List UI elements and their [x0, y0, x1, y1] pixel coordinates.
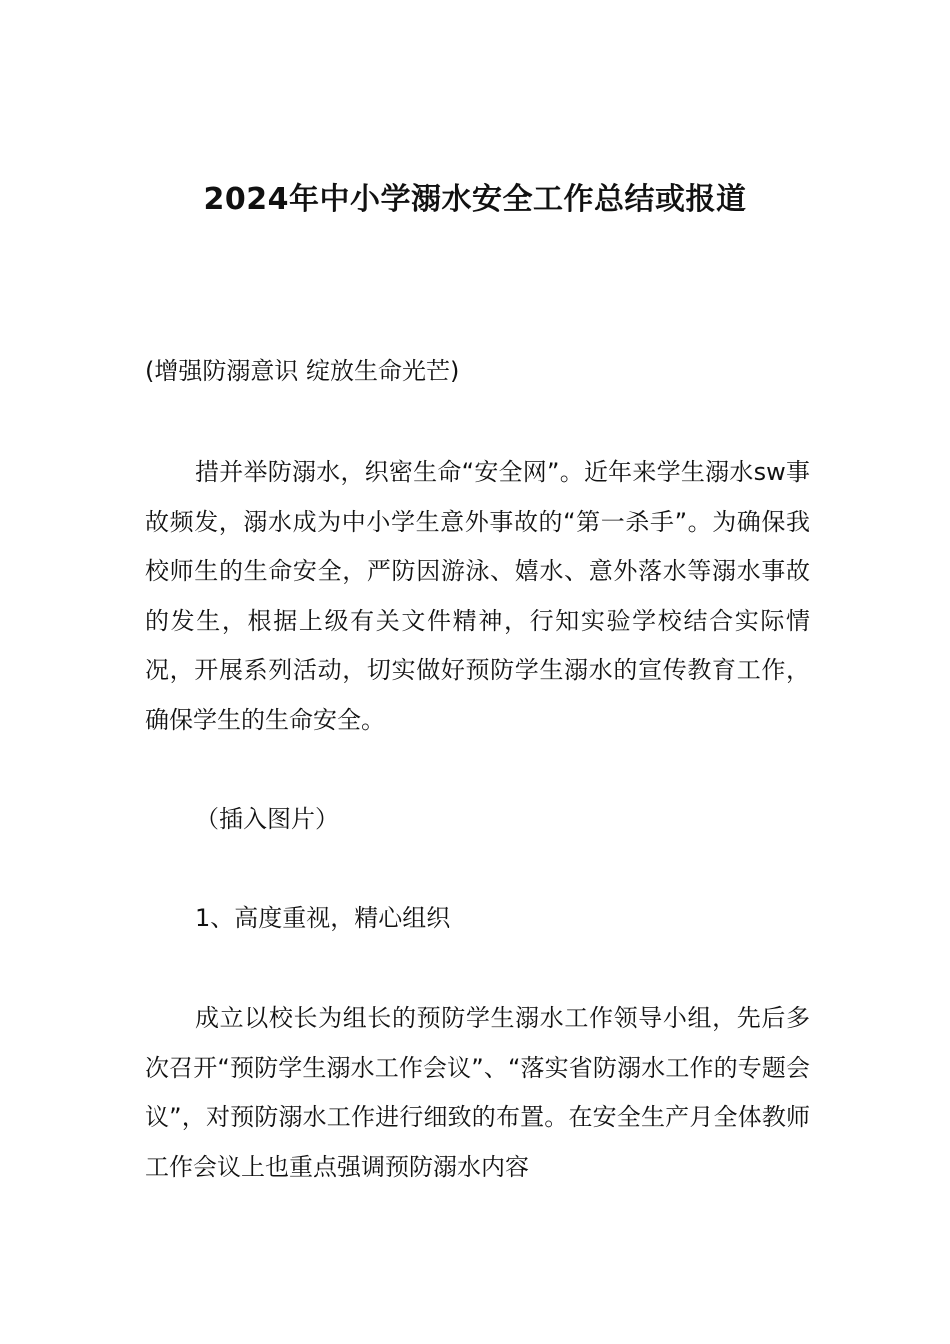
document-title: 2024年中小学溺水安全工作总结或报道 [203, 182, 747, 218]
document-subtitle: (增强防溺意识 绽放生命光芒) [145, 357, 460, 385]
intro-paragraph: 措并举防溺水，织密生命“安全网”。近年来学生溺水sw事故频发，溺水成为中小学生意外事故的“第一杀手”。为确保我校师生的生命安全，严防因游泳、嬉水、意外落水等溺水事故的发生，根据上级有关文件精神，行知实验学校结合实际情况，开展系列活动，切实做好预防学生溺水的宣传教育工作，确保学生的生命安全。 [145, 458, 810, 734]
section-paragraph: 成立以校长为组长的预防学生溺水工作领导小组，先后多次召开“预防学生溺水工作会议”、“落实省防溺水工作的专题会议”，对预防溺水工作进行细致的布置。在安全生产月全体教师工作会议上也重点强调预防溺水内容 [145, 1004, 810, 1181]
section-heading: 1、高度重视，精心组织 [195, 904, 451, 932]
image-placeholder-text: （插入图片） [195, 805, 339, 833]
